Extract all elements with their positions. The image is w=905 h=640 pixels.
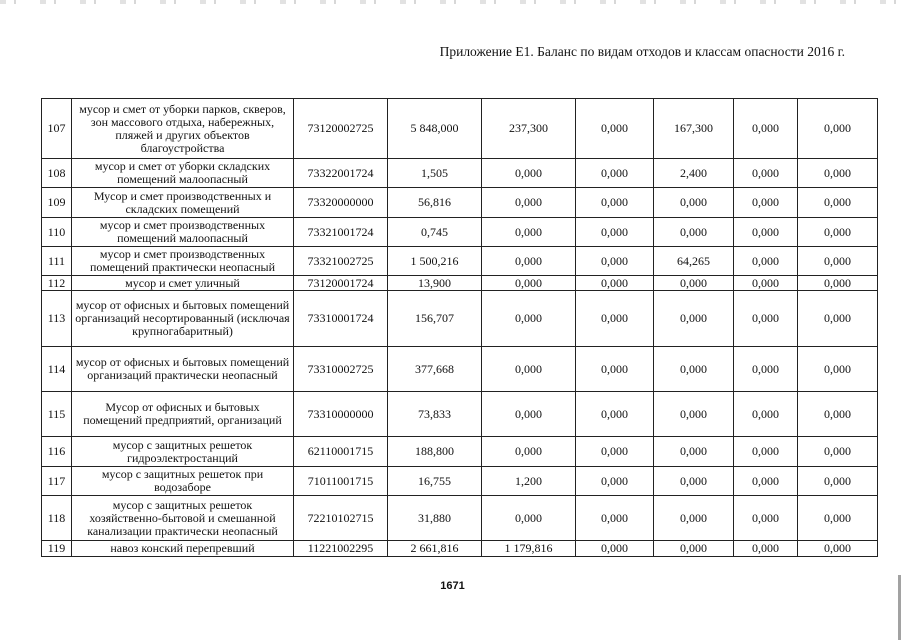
- value-col-4: 0,000: [654, 437, 734, 467]
- waste-name: мусор с защитных решеток хозяйственно-бытовой и смешанной канализации практически неопасный: [72, 496, 294, 541]
- value-col-4: 0,000: [654, 541, 734, 557]
- value-col-3: 0,000: [576, 188, 654, 218]
- value-col-1: 156,707: [388, 291, 482, 347]
- row-number: 116: [42, 437, 72, 467]
- value-col-3: 0,000: [576, 541, 654, 557]
- row-number: 111: [42, 247, 72, 276]
- value-col-5: 0,000: [734, 99, 798, 159]
- value-col-6: 0,000: [798, 467, 878, 496]
- value-col-1: 1,505: [388, 159, 482, 188]
- fkko-code: 73120002725: [294, 99, 388, 159]
- waste-name: мусор и смет производственных помещений малоопасный: [72, 218, 294, 247]
- value-col-6: 0,000: [798, 247, 878, 276]
- value-col-5: 0,000: [734, 159, 798, 188]
- value-col-2: 0,000: [482, 392, 576, 437]
- fkko-code: 72210102715: [294, 496, 388, 541]
- value-col-3: 0,000: [576, 437, 654, 467]
- table-row: [42, 218, 878, 247]
- waste-name: навоз конский перепревший: [72, 541, 294, 557]
- waste-name: Мусор от офисных и бытовых помещений предприятий, организаций: [72, 392, 294, 437]
- value-col-4: 0,000: [654, 467, 734, 496]
- waste-name: мусор и смет от уборки складских помещений малоопасный: [72, 159, 294, 188]
- value-col-2: 237,300: [482, 99, 576, 159]
- value-col-2: 0,000: [482, 291, 576, 347]
- value-col-2: 0,000: [482, 188, 576, 218]
- page-number: 1671: [440, 580, 465, 592]
- waste-name: мусор от офисных и бытовых помещений организаций практически неопасный: [72, 347, 294, 392]
- value-col-6: 0,000: [798, 347, 878, 392]
- value-col-3: 0,000: [576, 159, 654, 188]
- value-col-2: 0,000: [482, 276, 576, 291]
- value-col-2: 1,200: [482, 467, 576, 496]
- waste-name: мусор с защитных решеток гидроэлектростанций: [72, 437, 294, 467]
- value-col-6: 0,000: [798, 496, 878, 541]
- value-col-4: 0,000: [654, 496, 734, 541]
- fkko-code: 62110001715: [294, 437, 388, 467]
- value-col-5: 0,000: [734, 496, 798, 541]
- row-number: 117: [42, 467, 72, 496]
- value-col-1: 73,833: [388, 392, 482, 437]
- table-row: [42, 99, 878, 159]
- value-col-3: 0,000: [576, 99, 654, 159]
- fkko-code: 73320000000: [294, 188, 388, 218]
- row-number: 115: [42, 392, 72, 437]
- table-row: [42, 467, 878, 496]
- value-col-3: 0,000: [576, 392, 654, 437]
- table-row: [42, 159, 878, 188]
- value-col-5: 0,000: [734, 347, 798, 392]
- value-col-6: 0,000: [798, 276, 878, 291]
- value-col-2: 0,000: [482, 159, 576, 188]
- value-col-1: 56,816: [388, 188, 482, 218]
- value-col-4: 0,000: [654, 188, 734, 218]
- fkko-code: 73321002725: [294, 247, 388, 276]
- table-row: [42, 541, 878, 557]
- value-col-1: 1 500,216: [388, 247, 482, 276]
- fkko-code: 73310002725: [294, 347, 388, 392]
- waste-name: мусор и смет производственных помещений практически неопасный: [72, 247, 294, 276]
- appendix-heading: Приложение Е1. Баланс по видам отходов и классам опасности 2016 г.: [439, 44, 845, 59]
- value-col-1: 0,745: [388, 218, 482, 247]
- row-number: 110: [42, 218, 72, 247]
- fkko-code: 73310000000: [294, 392, 388, 437]
- waste-name: мусор от офисных и бытовых помещений организаций несортированный (исключая крупногабаритный): [72, 291, 294, 347]
- fkko-code: 11221002295: [294, 541, 388, 557]
- table-row: [42, 188, 878, 218]
- value-col-2: 0,000: [482, 496, 576, 541]
- scan-top-edge: [0, 0, 905, 4]
- waste-name: мусор и смет от уборки парков, скверов, зон массового отдыха, набережных, пляжей и других объектов благоустройства: [72, 99, 294, 159]
- value-col-5: 0,000: [734, 218, 798, 247]
- table-row: [42, 291, 878, 347]
- table-row: [42, 347, 878, 392]
- value-col-4: 0,000: [654, 347, 734, 392]
- row-number: 114: [42, 347, 72, 392]
- table-row: [42, 496, 878, 541]
- value-col-4: 0,000: [654, 291, 734, 347]
- value-col-5: 0,000: [734, 541, 798, 557]
- value-col-1: 188,800: [388, 437, 482, 467]
- value-col-2: 0,000: [482, 437, 576, 467]
- table-row: [42, 247, 878, 276]
- value-col-4: 2,400: [654, 159, 734, 188]
- row-number: 112: [42, 276, 72, 291]
- table-row: [42, 392, 878, 437]
- row-number: 113: [42, 291, 72, 347]
- value-col-1: 5 848,000: [388, 99, 482, 159]
- fkko-code: 73322001724: [294, 159, 388, 188]
- waste-balance-table: [41, 98, 878, 557]
- value-col-3: 0,000: [576, 467, 654, 496]
- value-col-2: 0,000: [482, 347, 576, 392]
- value-col-1: 16,755: [388, 467, 482, 496]
- fkko-code: 71011001715: [294, 467, 388, 496]
- value-col-6: 0,000: [798, 99, 878, 159]
- fkko-code: 73120001724: [294, 276, 388, 291]
- value-col-5: 0,000: [734, 467, 798, 496]
- value-col-5: 0,000: [734, 291, 798, 347]
- value-col-2: 0,000: [482, 247, 576, 276]
- value-col-6: 0,000: [798, 291, 878, 347]
- value-col-4: 64,265: [654, 247, 734, 276]
- value-col-4: 167,300: [654, 99, 734, 159]
- value-col-1: 31,880: [388, 496, 482, 541]
- row-number: 119: [42, 541, 72, 557]
- value-col-3: 0,000: [576, 496, 654, 541]
- value-col-1: 13,900: [388, 276, 482, 291]
- value-col-1: 377,668: [388, 347, 482, 392]
- value-col-6: 0,000: [798, 218, 878, 247]
- fkko-code: 73310001724: [294, 291, 388, 347]
- value-col-2: 1 179,816: [482, 541, 576, 557]
- value-col-6: 0,000: [798, 437, 878, 467]
- waste-name: мусор и смет уличный: [72, 276, 294, 291]
- row-number: 108: [42, 159, 72, 188]
- waste-name: мусор с защитных решеток при водозаборе: [72, 467, 294, 496]
- row-number: 118: [42, 496, 72, 541]
- value-col-6: 0,000: [798, 392, 878, 437]
- value-col-1: 2 661,816: [388, 541, 482, 557]
- waste-name: Мусор и смет производственных и складских помещений: [72, 188, 294, 218]
- value-col-3: 0,000: [576, 247, 654, 276]
- value-col-3: 0,000: [576, 291, 654, 347]
- value-col-5: 0,000: [734, 437, 798, 467]
- value-col-5: 0,000: [734, 247, 798, 276]
- value-col-6: 0,000: [798, 188, 878, 218]
- value-col-5: 0,000: [734, 276, 798, 291]
- value-col-4: 0,000: [654, 276, 734, 291]
- table-row: [42, 437, 878, 467]
- value-col-6: 0,000: [798, 541, 878, 557]
- value-col-4: 0,000: [654, 218, 734, 247]
- row-number: 107: [42, 99, 72, 159]
- value-col-3: 0,000: [576, 276, 654, 291]
- value-col-5: 0,000: [734, 392, 798, 437]
- fkko-code: 73321001724: [294, 218, 388, 247]
- value-col-3: 0,000: [576, 218, 654, 247]
- value-col-2: 0,000: [482, 218, 576, 247]
- value-col-4: 0,000: [654, 392, 734, 437]
- value-col-5: 0,000: [734, 188, 798, 218]
- value-col-3: 0,000: [576, 347, 654, 392]
- table-row: [42, 276, 878, 291]
- row-number: 109: [42, 188, 72, 218]
- value-col-6: 0,000: [798, 159, 878, 188]
